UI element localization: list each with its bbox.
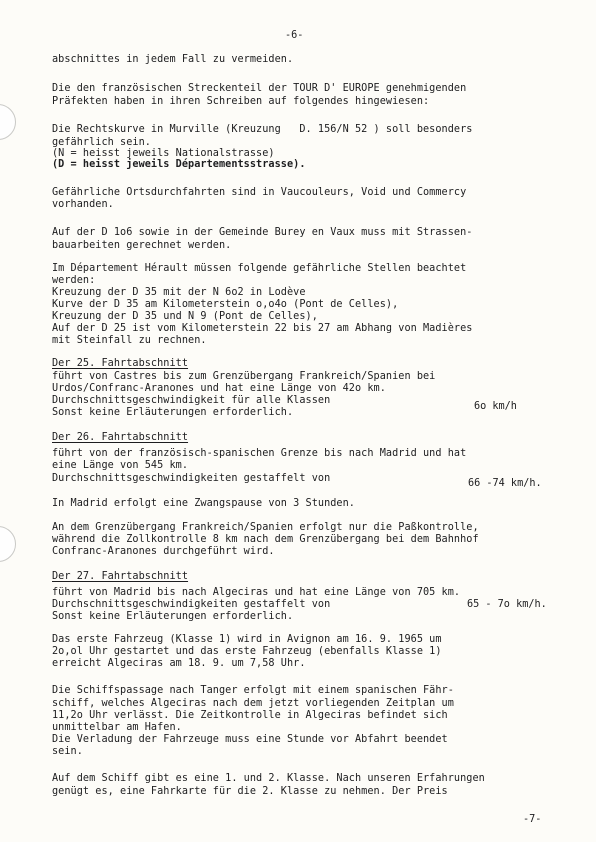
text-line: Auf dem Schiff gibt es eine 1. und 2. Klasse. Nach unseren Erfahrungen bbox=[52, 773, 485, 784]
text-line: führt von Madrid bis nach Algeciras und hat eine Länge von 705 km. bbox=[52, 587, 461, 598]
text-line: (N = heisst jeweils Nationalstrasse) bbox=[52, 148, 275, 159]
text-line: abschnittes in jedem Fall zu vermeiden. bbox=[52, 54, 294, 65]
text-line: (D = heisst jeweils Départementsstrasse). bbox=[52, 159, 306, 170]
text-line: Durchschnittsgeschwindigkeiten gestaffelt von bbox=[52, 599, 331, 610]
text-line: erreicht Algeciras am 18. 9. um 7,58 Uhr. bbox=[52, 658, 306, 669]
text-line: Durchschnittsgeschwindigkeiten gestaffelt von bbox=[52, 473, 331, 484]
text-line: eine Länge von 545 km. bbox=[52, 460, 189, 471]
text-line: genügt es, eine Fahrkarte für die 2. Klasse zu nehmen. Der Preis bbox=[52, 786, 448, 797]
stage-26-speed: 66 -74 km/h. bbox=[468, 478, 542, 489]
stage-25-speed: 6o km/h bbox=[474, 401, 517, 412]
text-line: Sonst keine Erläuterungen erforderlich. bbox=[52, 611, 294, 622]
text-line: Kreuzung der D 35 und N 9 (Pont de Celles), bbox=[52, 311, 318, 322]
text-line: Im Département Hérault müssen folgende gefährliche Stellen beachtet bbox=[52, 263, 467, 274]
text-line: Durchschnittsgeschwindigkeit für alle Klassen bbox=[52, 395, 331, 406]
text-line: sein. bbox=[52, 746, 83, 757]
text-line: vorhanden. bbox=[52, 199, 114, 210]
text-line: Das erste Fahrzeug (Klasse 1) wird in Avignon am 16. 9. 1965 um bbox=[52, 634, 442, 645]
punch-hole-top bbox=[0, 104, 16, 140]
page-number-bottom: -7- bbox=[523, 814, 542, 825]
text-line: Kurve der D 35 am Kilometerstein o,o4o (Pont de Celles), bbox=[52, 299, 399, 310]
text-line: Auf der D 1o6 sowie in der Gemeinde Burey en Vaux muss mit Strassen- bbox=[52, 227, 473, 238]
text-line: 2o,ol Uhr gestartet und das erste Fahrzeug (ebenfalls Klasse 1) bbox=[52, 646, 442, 657]
text-line: Kreuzung der D 35 mit der N 6o2 in Lodève bbox=[52, 287, 306, 298]
text-line: Die Verladung der Fahrzeuge muss eine Stunde vor Abfahrt beendet bbox=[52, 734, 448, 745]
text-line: Präfekten haben in ihren Schreiben auf folgendes hingewiesen: bbox=[52, 96, 430, 107]
text-line: Sonst keine Erläuterungen erforderlich. bbox=[52, 407, 294, 418]
stage-25-heading: Der 25. Fahrtabschnitt bbox=[52, 358, 189, 369]
stage-27-speed: 65 - 7o km/h. bbox=[467, 599, 547, 610]
text-line: während die Zollkontrolle 8 km nach dem Grenzübergang bei dem Bahnhof bbox=[52, 534, 479, 545]
stage-27-heading: Der 27. Fahrtabschnitt bbox=[52, 571, 189, 582]
text-line: In Madrid erfolgt eine Zwangspause von 3 Stunden. bbox=[52, 498, 355, 509]
text-line: bauarbeiten gerechnet werden. bbox=[52, 240, 232, 251]
text-line: gefährlich sein. bbox=[52, 137, 151, 148]
text-line: Die Schiffspassage nach Tanger erfolgt mit einem spanischen Fähr- bbox=[52, 685, 454, 696]
text-line: Gefährliche Ortsdurchfahrten sind in Vaucouleurs, Void und Commercy bbox=[52, 187, 467, 198]
text-line: unmittelbar am Hafen. bbox=[52, 722, 182, 733]
text-line: Auf der D 25 ist vom Kilometerstein 22 bis 27 am Abhang von Madières bbox=[52, 323, 473, 334]
stage-26-heading: Der 26. Fahrtabschnitt bbox=[52, 432, 189, 443]
text-line: werden: bbox=[52, 275, 96, 286]
text-line: führt von Castres bis zum Grenzübergang Frankreich/Spanien bei bbox=[52, 371, 436, 382]
text-line: 11,2o Uhr verlässt. Die Zeitkontrolle in Algeciras befindet sich bbox=[52, 710, 448, 721]
page-number-top: -6- bbox=[285, 30, 304, 41]
text-line: mit Steinfall zu rechnen. bbox=[52, 335, 207, 346]
punch-hole-bottom bbox=[0, 526, 16, 562]
text-line: Confranc-Aranones durchgeführt wird. bbox=[52, 546, 275, 557]
text-line: Die Rechtskurve in Murville (Kreuzung D. 156/N 52 ) soll besonders bbox=[52, 124, 473, 135]
text-line: führt von der französisch-spanischen Grenze bis nach Madrid und hat bbox=[52, 448, 467, 459]
text-line: schiff, welches Algeciras nach dem jetzt vorliegenden Zeitplan um bbox=[52, 698, 454, 709]
text-line: Die den französischen Streckenteil der TOUR D' EUROPE genehmigenden bbox=[52, 83, 467, 94]
text-line: Urdos/Confranc-Aranones und hat eine Länge von 42o km. bbox=[52, 383, 386, 394]
text-line: An dem Grenzübergang Frankreich/Spanien erfolgt nur die Paßkontrolle, bbox=[52, 522, 479, 533]
